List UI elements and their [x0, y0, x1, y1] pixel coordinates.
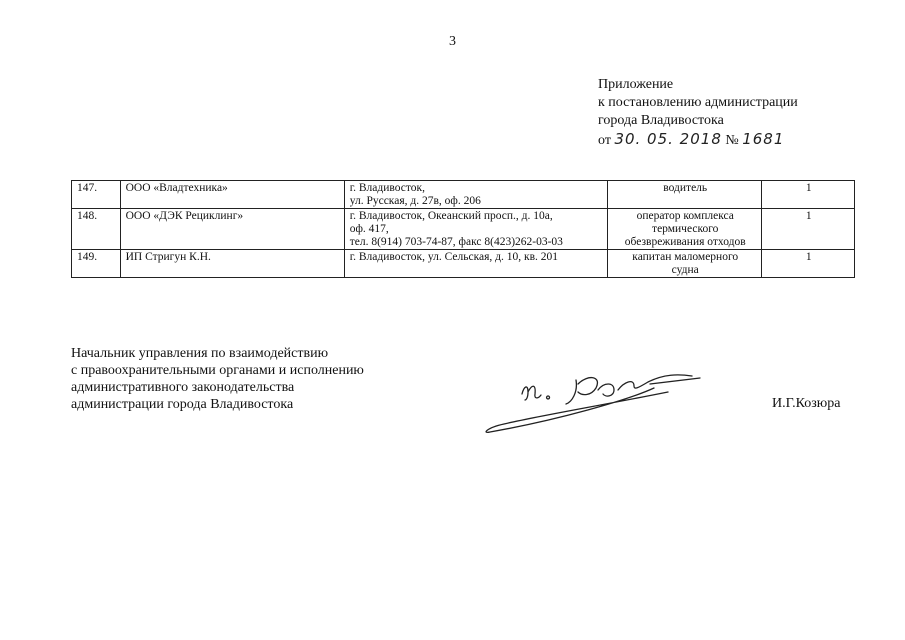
signature-block: [71, 345, 364, 413]
organization-name: ООО «ДЭК Рециклинг»: [120, 209, 344, 250]
employers-table: [71, 180, 855, 278]
official-title-line: Начальник управления по взаимодействию: [71, 346, 329, 361]
appendix-date-line: [598, 130, 798, 150]
date-prefix: от: [598, 133, 611, 148]
appendix-title: Приложение: [598, 77, 674, 92]
official-title-line: административного законодательства: [71, 380, 295, 395]
handwritten-date: 30. 05. 2018: [614, 130, 722, 148]
page-number: 3: [449, 34, 456, 49]
official-title-line: с правоохранительными органами и исполнению: [71, 363, 364, 378]
handwritten-signature: [478, 362, 708, 442]
job-position: оператор комплекса термического обезвреживания отходов: [607, 209, 761, 250]
organization-name: ИП Стригун К.Н.: [120, 250, 344, 278]
organization-address: г. Владивосток, ул. Русская, д. 27в, оф. 206: [344, 181, 607, 209]
table-row: [72, 181, 855, 209]
row-number: 148.: [72, 209, 121, 250]
handwritten-number: 1681: [742, 130, 785, 148]
vacancy-count: 1: [761, 181, 854, 209]
row-number: 147.: [72, 181, 121, 209]
job-position: капитан маломерного судна: [607, 250, 761, 278]
job-position: водитель: [607, 181, 761, 209]
vacancy-count: 1: [761, 250, 854, 278]
organization-address: г. Владивосток, Океанский просп., д. 10а, оф. 417, тел. 8(914) 703-74-87, факс 8(423)262-03-03: [344, 209, 607, 250]
row-number: 149.: [72, 250, 121, 278]
vacancy-count: 1: [761, 209, 854, 250]
appendix-line-2: к постановлению администрации: [598, 95, 798, 110]
appendix-header: [598, 76, 798, 150]
organization-name: ООО «Владтехника»: [120, 181, 344, 209]
table-row: [72, 250, 855, 278]
appendix-line-3: города Владивостока: [598, 113, 724, 128]
official-title-line: администрации города Владивостока: [71, 397, 294, 412]
number-sign: №: [725, 133, 739, 148]
organization-address: г. Владивосток, ул. Сельская, д. 10, кв. 201: [344, 250, 607, 278]
table-row: [72, 209, 855, 250]
signatory-name: И.Г.Козюра: [772, 396, 841, 411]
